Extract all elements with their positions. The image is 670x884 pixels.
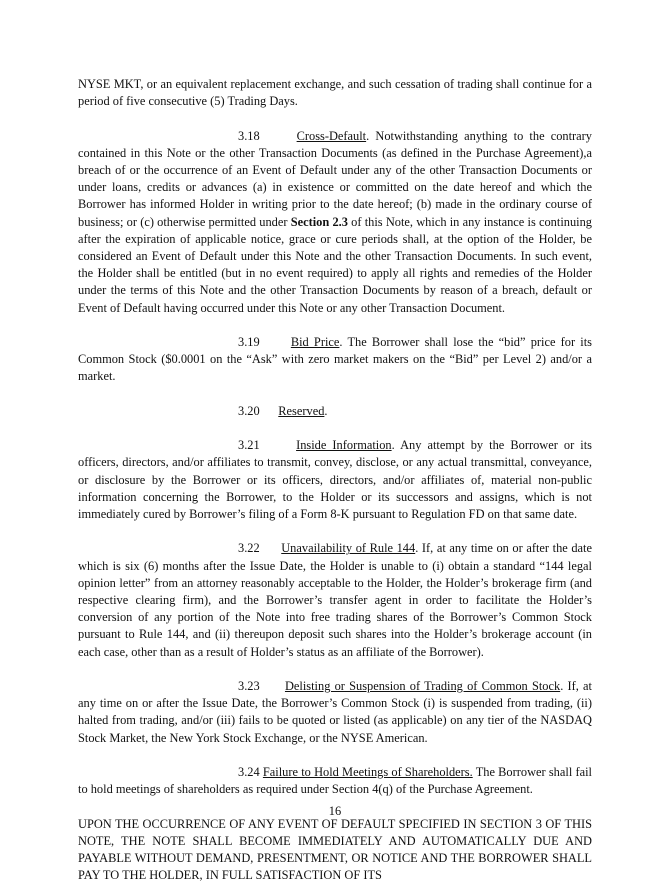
section-heading: Inside Information [296,438,392,453]
section-3-22 [78,540,592,660]
section-number: 3.21 [238,438,260,453]
section-3-24 [78,764,592,798]
section-number: 3.18 [238,128,260,143]
section-3-20 [78,403,592,420]
section-heading: Reserved [278,403,325,418]
section-text: The Borrower shall fail to hold meetings of shareholders as required under Section 4(q) of the Purchase Agreement. [78,765,592,797]
section-heading: Cross-Default [296,128,367,143]
section-number: 3.19 [238,335,260,350]
page-number: 16 [328,804,342,818]
section-number: 3.22 [238,541,260,556]
section-number: 3.23 [238,679,260,694]
section-text: . The Borrower shall lose the “bid” price for its Common Stock ($0.0001 on the “Ask” with zero market makers on the “Bid” per Level 2) and/or a market. [78,335,592,384]
section-3-19 [78,334,592,386]
section-text: . If, at any time on or after the date which is six (6) months after the Issue Date, the Holder is unable to (i) obtain a standard “144 legal opinion letter” from an attorney reasonably acceptable to the Holder, the Holder’s brokerage firm (and respective clearing firm), and the Borrower’s transfer agent in order to facilitate the Holder’s conversion of any portion of the Note into free trading shares of the Borrower’s Common Stock pursuant to Rule 144, and (ii) thereupon deposit such shares into the Holder’s brokerage account (in each case, other than as a result of Holder’s status as an affiliate of the Borrower). [78,541,592,659]
section-text: . Any attempt by the Borrower or its officers, directors, and/or affiliates to transmit, convey, disclose, or any actual transmittal, conveyance, or disclosure by the Borrower or its officers, directors, and/or affiliates of, material non-public information concerning the Borrower, to the Holder or its successors and assigns, which is not immediately cured by Borrower’s filing of a Form 8-K pursuant to Regulation FD on that same date. [78,438,593,522]
section-3-18 [78,128,592,317]
intro-paragraph: NYSE MKT, or an equivalent replacement exchange, and such cessation of trading shall continue for a period of five consecutive (5) Trading Days. [78,77,592,109]
section-heading: Failure to Hold Meetings of Shareholders. [262,765,473,780]
section-heading: Unavailability of Rule 144 [281,541,416,556]
closing-paragraph: UPON THE OCCURRENCE OF ANY EVENT OF DEFAULT SPECIFIED IN SECTION 3 OF THIS NOTE, THE NOTE SHALL BECOME IMMEDIATELY AND AUTOMATICALLY DUE AND PAYABLE WITHOUT DEMAND, PRESENTMENT, OR NOTICE AND THE BORROWER SHALL PAY TO THE HOLDER, IN FULL SATISFACTION OF ITS [78,816,592,883]
section-heading: Bid Price [290,335,340,350]
section-3-21 [78,437,592,523]
document-page [78,76,592,884]
section-number: 3.20 [238,403,260,418]
section-text-continued: of this Note, which in any instance is continuing after the expiration of applicable notice, grace or cure periods shall, at the option of the Holder, be considered an Event of Default under this Note and the other Transaction Documents. In such event, the Holder shall be entitled (but in no event required) to apply all rights and remedies of the Holder under the terms of this Note and the other Transaction Documents by reason of a breach, default or Event of Default having occurred under this Note or any other Transaction Document. [78,214,592,315]
section-heading: Delisting or Suspension of Trading of Common Stock [284,679,561,694]
section-text: . [324,403,328,418]
section-text: . If, at any time on or after the Issue Date, the Borrower’s Common Stock (i) is suspended from trading, (ii) halted from trading, and/or (iii) fails to be quoted or listed (as applicable) on any tier of the NASDAQ Stock Market, the New York Stock Exchange, or the NYSE American. [78,679,592,745]
section-number: 3.24 [238,765,260,780]
section-text: . Notwithstanding anything to the contrary contained in this Note or the other Transaction Documents (as defined in the Purchase Agreement),a breach of or the occurrence of an Event of Default under any of the other Transaction Documents or under loans, credits or advances (a) in existence or committed on the date hereof and which the Borrower has informed Holder in writing prior to the date hereof; (b) made in the ordinary course of business; or (c) otherwise permitted under [78,128,592,229]
section-reference: Section 2.3 [290,214,348,229]
section-3-23 [78,678,592,747]
